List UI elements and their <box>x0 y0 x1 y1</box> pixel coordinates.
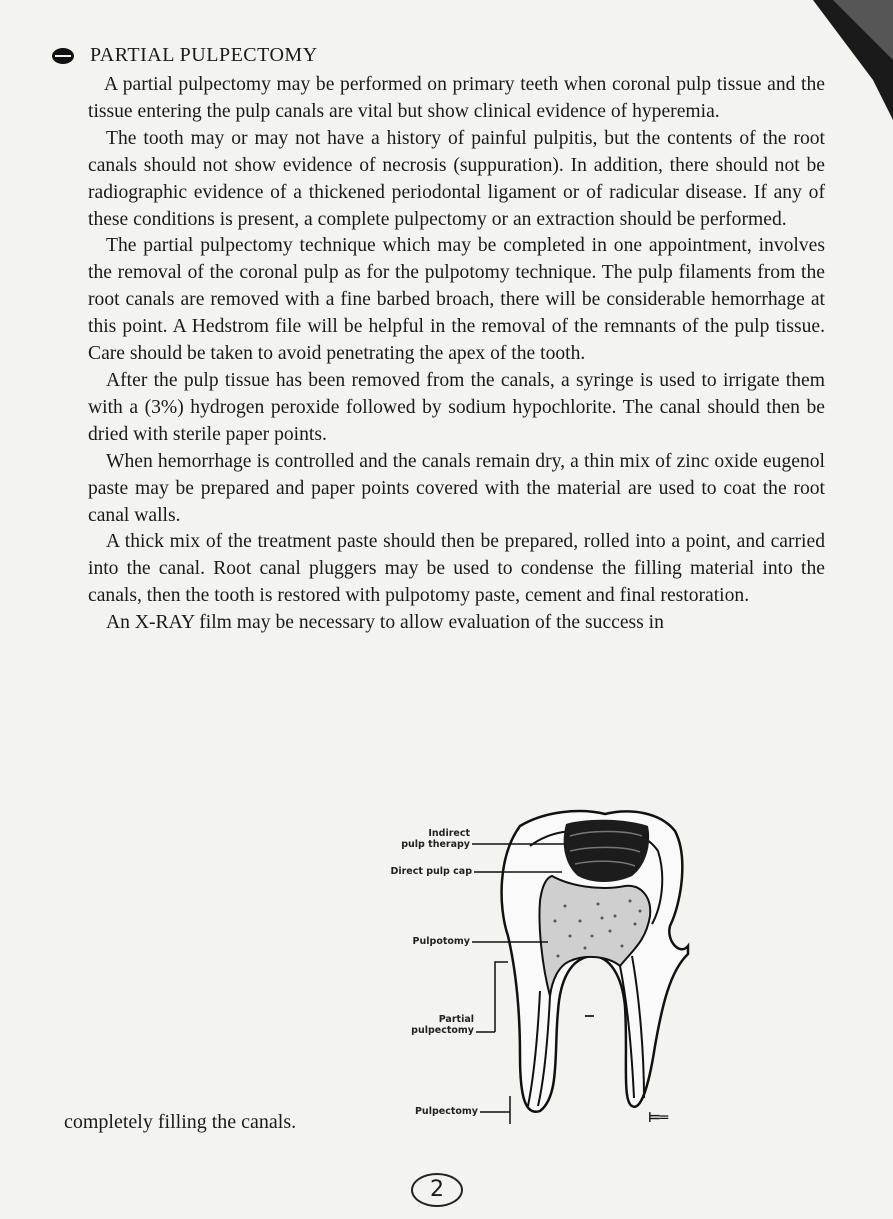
paragraph: The tooth may or may not have a history of painful pulpitis, but the contents of the root canals should not show evidence of necrosis (suppuration). In addition, there should not be radiographic evidence of a thickened periodontal ligament or of radicular disease. If any of these conditions is present, a complete pulpectomy or an extraction should be performed. <box>88 127 825 230</box>
label-pulpectomy: Pulpectomy <box>414 1106 478 1117</box>
section-heading <box>52 44 318 67</box>
label-pulpotomy: Pulpotomy <box>412 936 470 947</box>
bullet-icon <box>52 48 74 64</box>
page-number: 2 <box>411 1173 463 1207</box>
label-line: Indirect <box>428 828 470 839</box>
paragraph: A thick mix of the treatment paste should then be prepared, rolled into a point, and carried into the canal. Root canal pluggers may be used to condense the filling material into the canals, then the tooth is restored with pulpotomy paste, cement and final restoration. <box>88 531 825 607</box>
label-partial-pulpectomy <box>370 1014 474 1036</box>
paragraph: When hemorrhage is controlled and the canals remain dry, a thin mix of zinc oxide eugenol paste may be prepared and paper points covered with the material are used to coat the root canal walls. <box>88 450 825 526</box>
heading-text: PARTIAL PULPECTOMY <box>90 44 318 66</box>
label-indirect-pulp-therapy <box>370 828 470 850</box>
closing-text: completely filling the canals. <box>64 1111 297 1133</box>
label-direct-pulp-cap: Direct pulp cap <box>390 866 472 877</box>
paragraph: An X-RAY film may be necessary to allow evaluation of the success in <box>106 612 664 634</box>
paragraph: The partial pulpectomy technique which may be completed in one appointment, involves the removal of the coronal pulp as for the pulpotomy technique. The pulp filaments from the root canals are removed with a fine barbed broach, there will be considerable hemorrhage at this point. A Hedstrom file will be helpful in the removal of the remnants of the pulp tissue. Care should be taken to avoid penetrating the apex of the tooth. <box>88 235 825 365</box>
label-line: Partial <box>438 1014 474 1025</box>
label-line: pulp therapy <box>401 839 470 850</box>
paragraph: A partial pulpectomy may be performed on primary teeth when coronal pulp tissue and the tissue entering the pulp canals are vital but show clinical evidence of hyperemia. <box>88 74 825 122</box>
body-text <box>88 72 825 637</box>
label-line: pulpectomy <box>411 1025 474 1036</box>
tooth-illustration <box>370 806 700 1136</box>
paragraph: After the pulp tissue has been removed from the canals, a syringe is used to irrigate them with a (3%) hydrogen peroxide followed by sodium hypochlorite. The canal should then be dried with sterile paper points. <box>88 369 825 445</box>
scan-mark: ⊨═ <box>648 1110 668 1126</box>
tooth-diagram <box>370 806 700 1136</box>
